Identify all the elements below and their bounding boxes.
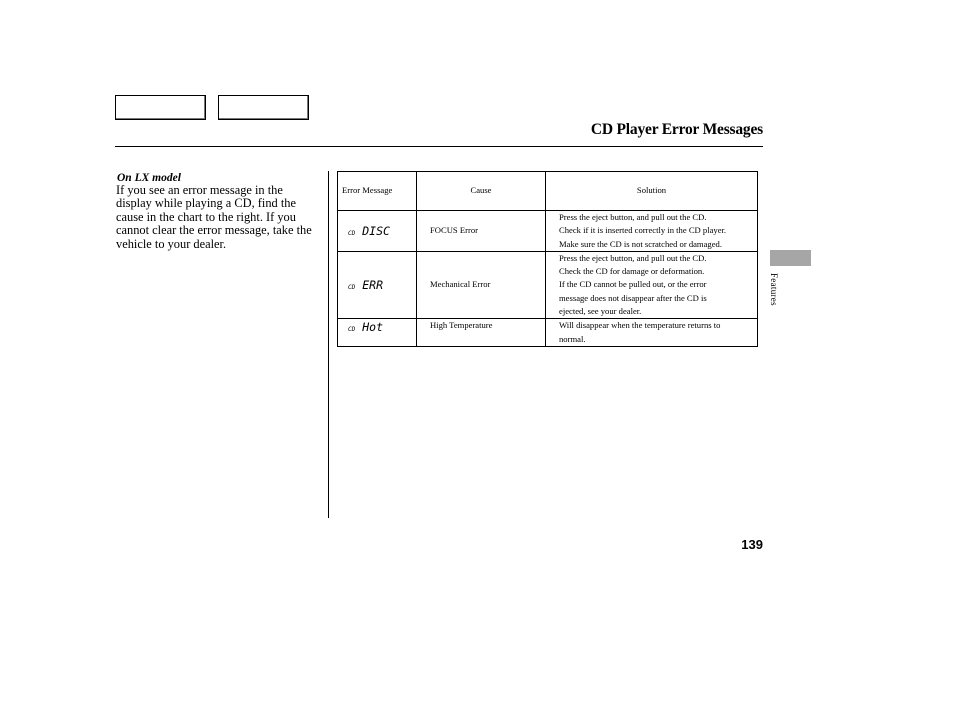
title-divider (115, 146, 763, 147)
lcd-display-disc (348, 225, 413, 237)
lcd-message-text: ERR (362, 278, 384, 293)
solution-cell (546, 319, 758, 347)
lcd-cd-indicator: CD (348, 229, 356, 237)
lcd-cd-indicator: CD (348, 284, 356, 292)
solution-line: If the CD cannot be pulled out, or the error (559, 279, 707, 290)
nav-button-table-of-contents[interactable] (218, 95, 309, 120)
solution-line: Check the CD for damage or deformation. (559, 266, 705, 277)
lcd-display-hot (348, 321, 413, 333)
error-display-cell (338, 251, 417, 318)
solution-cell (546, 251, 758, 318)
solution-line: Will disappear when the temperature returns to (559, 320, 721, 331)
solution-line: Press the eject button, and pull out the CD. (559, 212, 707, 222)
header-error-message: Error Message (338, 172, 417, 211)
lcd-display-err (348, 279, 413, 291)
table-row (338, 319, 758, 347)
nav-button-main-menu[interactable] (115, 95, 206, 120)
solution-line: ejected, see your dealer. (559, 306, 642, 317)
page-title: CD Player Error Messages (590, 121, 763, 138)
solution-cell (546, 211, 758, 252)
page-number: 139 (741, 537, 763, 552)
solution-line: normal. (559, 333, 586, 344)
error-messages-table (337, 171, 758, 347)
table-header-row (338, 172, 758, 211)
error-display-cell (338, 211, 417, 252)
solution-line: Make sure the CD is not scratched or damaged. (559, 238, 722, 249)
cause-cell: FOCUS Error (417, 211, 546, 252)
solution-line: Check if it is inserted correctly in the CD player. (559, 225, 727, 236)
section-tab-label: Features (769, 273, 779, 306)
cause-cell: Mechanical Error (417, 251, 546, 318)
table-row (338, 251, 758, 318)
error-display-cell (338, 319, 417, 347)
section-subheading: On LX model (117, 172, 181, 184)
lcd-message-text: DISC (362, 223, 390, 238)
intro-paragraph: If you see an error message in the display while playing a CD, find the cause in the chart to the right. If you cannot clear the error message, take the vehicle to your dealer. (116, 183, 312, 251)
header-cause: Cause (417, 172, 546, 211)
table-row (338, 211, 758, 252)
section-tab-marker[interactable] (770, 250, 811, 266)
header-solution: Solution (546, 172, 758, 211)
solution-line: Press the eject button, and pull out the CD. (559, 252, 707, 263)
lcd-cd-indicator: CD (348, 326, 356, 334)
column-divider (328, 171, 329, 518)
solution-line: message does not disappear after the CD is (559, 292, 707, 303)
lcd-message-text: Hot (362, 320, 384, 335)
cause-cell: High Temperature (417, 319, 546, 347)
